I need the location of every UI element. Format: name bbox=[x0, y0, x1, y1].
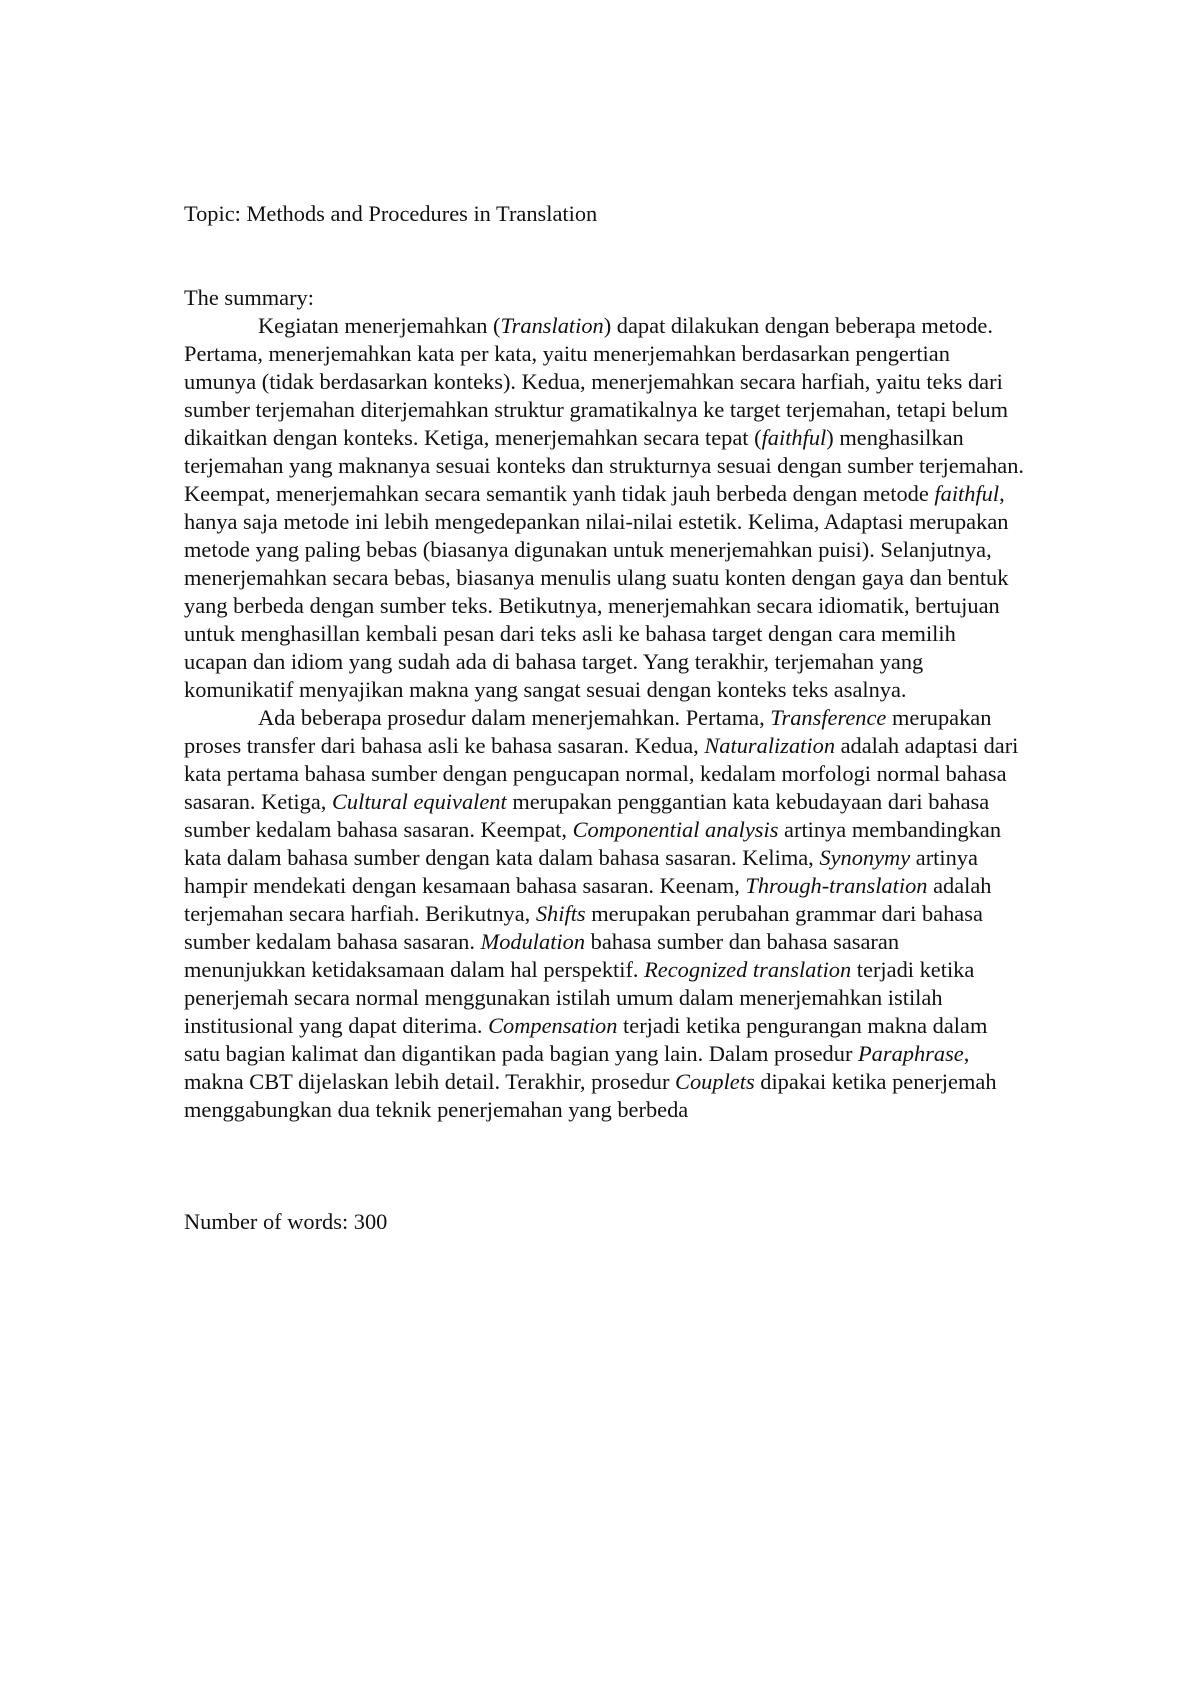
italic-term: Couplets bbox=[675, 1069, 755, 1094]
italic-term: Shifts bbox=[535, 901, 586, 926]
paragraph-segment: artinya hampir mendekati dengan kesamaan bahasa sasaran. Keenam, bbox=[184, 845, 978, 898]
paragraph-segment: bahasa sumber dan bahasa sasaran menunjukkan ketidaksamaan dalam hal perspektif. bbox=[184, 929, 900, 982]
paragraph-segment: ) menghasilkan terjemahan yang maknanya sesuai konteks dan strukturnya sesuai dengan sumber terjemahan. Keempat, menerjemahkan secara semantik yanh tidak jauh berbeda dengan metode bbox=[184, 425, 1024, 506]
paragraph-segment: terjadi ketika pengurangan makna dalam satu bagian kalimat dan digantikan pada bagian yang lain. Dalam prosedur bbox=[184, 1013, 988, 1066]
summary-paragraph-methods bbox=[184, 312, 1024, 704]
summary-heading: The summary: bbox=[184, 285, 314, 310]
paragraph-segment: merupakan perubahan grammar dari bahasa sumber kedalam bahasa sasaran. bbox=[184, 901, 983, 954]
italic-term: Modulation bbox=[480, 929, 586, 954]
paragraph-segment: , makna CBT dijelaskan lebih detail. Terakhir, prosedur bbox=[184, 1041, 970, 1094]
italic-term: Recognized translation bbox=[644, 957, 852, 982]
document-topic: Topic: Methods and Procedures in Translation bbox=[184, 201, 598, 226]
italic-term: Synonymy bbox=[819, 845, 911, 870]
italic-term: faithful bbox=[761, 425, 827, 450]
paragraph-segment: adalah terjemahan secara harfiah. Berikutnya, bbox=[184, 873, 992, 926]
paragraph-segment: merupakan proses transfer dari bahasa asli ke bahasa sasaran. Kedua, bbox=[184, 705, 992, 758]
paragraph-segment: merupakan penggantian kata kebudayaan dari bahasa sumber kedalam bahasa sasaran. Keempat, bbox=[184, 789, 990, 842]
italic-term: Cultural equivalent bbox=[331, 789, 507, 814]
italic-term: Componential analysis bbox=[572, 817, 779, 842]
paragraph-segment: Ada beberapa prosedur dalam menerjemahkan. Pertama, bbox=[258, 705, 771, 730]
italic-term: Paraphrase bbox=[858, 1041, 964, 1066]
paragraph-segment: artinya membandingkan kata dalam bahasa sumber dengan kata dalam bahasa sasaran. Kelima, bbox=[184, 817, 1002, 870]
paragraph-segment: Kegiatan menerjemahkan ( bbox=[258, 313, 501, 338]
summary-paragraph-procedures bbox=[184, 704, 1024, 1124]
paragraph-segment: , hanya saja metode ini lebih mengedepankan nilai-nilai estetik. Kelima, Adaptasi merupakan metode yang paling bebas (biasanya digunakan untuk menerjemahkan puisi). Selanjutnya, menerjemahkan secara bebas, biasanya menulis ulang suatu konten dengan gaya dan bentuk yang berbeda dengan sumber teks. Betikutnya, menerjemahkan secara idiomatik, bertujuan untuk menghasillan kembali pesan dari teks asli ke bahasa target dengan cara memilih ucapan dan idiom yang sudah ada di bahasa target. Yang terakhir, terjemahan yang komunikatif menyajikan makna yang sangat sesuai dengan konteks teks asalnya. bbox=[184, 481, 1009, 702]
italic-term: Through-translation bbox=[745, 873, 928, 898]
paragraph-segment: ) dapat dilakukan dengan beberapa metode. Pertama, menerjemahkan kata per kata, yaitu menerjemahkan berdasarkan pengertian umunya (tidak berdasarkan konteks). Kedua, menerjemahkan secara harfiah, yaitu teks dari sumber terjemahan diterjemahkan struktur gramatikalnya ke target terjemahan, tetapi belum dikaitkan dengan konteks. Ketiga, menerjemahkan secara tepat ( bbox=[184, 313, 1008, 450]
paragraph-segment: adalah adaptasi dari kata pertama bahasa sumber dengan pengucapan normal, kedalam morfologi normal bahasa sasaran. Ketiga, bbox=[184, 733, 1019, 814]
italic-term: faithful bbox=[934, 481, 1000, 506]
paragraph-segment: terjadi ketika penerjemah secara normal menggunakan istilah umum dalam menerjemahkan istilah institusional yang dapat diterima. bbox=[184, 957, 975, 1038]
document-page bbox=[184, 200, 1024, 1236]
italic-term: Naturalization bbox=[704, 733, 836, 758]
italic-term: Transference bbox=[770, 705, 887, 730]
paragraph-segment: dipakai ketika penerjemah menggabungkan dua teknik penerjemahan yang berbeda bbox=[184, 1069, 997, 1122]
italic-term: Translation bbox=[500, 313, 604, 338]
word-count: Number of words: 300 bbox=[184, 1209, 388, 1234]
italic-term: Compensation bbox=[488, 1013, 618, 1038]
